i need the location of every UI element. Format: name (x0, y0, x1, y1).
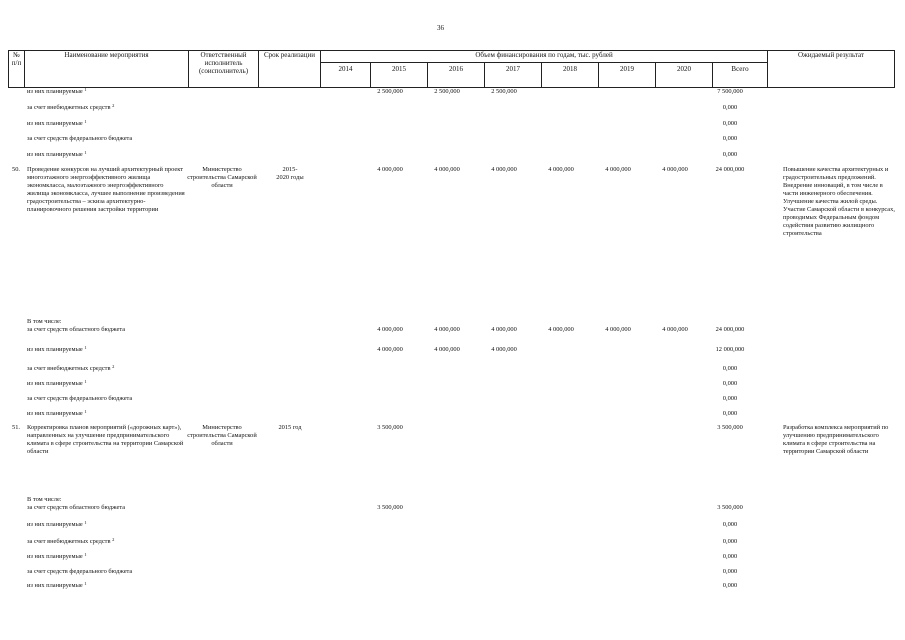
header-term: Срок реализации (259, 51, 321, 88)
row-label: из них планируемые $^1$ (27, 520, 87, 528)
header-year: 2020 (656, 63, 713, 88)
row-label: за счет внебюджетных средств $^2$ (27, 103, 115, 111)
item-term: 2015- 2020 годы (276, 166, 304, 181)
total-value: 3 500,000 (717, 504, 743, 511)
header-name: Наименование мероприятия (25, 51, 189, 88)
row-label: за счет средств областного бюджета (27, 504, 126, 511)
row-label: за счет средств областного бюджета (27, 326, 126, 333)
year-value: 4 000,000 (434, 346, 460, 353)
year-value: 4 000,000 (662, 166, 688, 173)
footnote-mark: 1 (84, 150, 87, 155)
row-label: за счет средств федерального бюджета (27, 568, 133, 575)
total-value: 7 500,000 (717, 88, 743, 95)
year-value: 4 000,000 (548, 166, 574, 173)
year-value: 3 500,000 (377, 424, 403, 431)
year-value: 4 000,000 (491, 166, 517, 173)
total-value: 0,000 (722, 410, 738, 417)
item-number: 50. (12, 166, 20, 173)
header-year: 2016 (428, 63, 485, 88)
footnote-mark: 1 (84, 119, 87, 124)
total-value: 0,000 (722, 582, 738, 589)
row-label: за счет внебюджетных средств $^2$ (27, 537, 115, 545)
item-result: Разработка комплекса мероприятий по улучшению предпринимательского климата в сфере строительства на территории Самарской области (783, 424, 889, 455)
total-value: 0,000 (722, 395, 738, 402)
footnote-mark: 2 (112, 364, 115, 369)
year-value: 4 000,000 (548, 326, 574, 333)
row-label: из них планируемые $^1$ (27, 552, 87, 560)
year-value: 4 000,000 (434, 326, 460, 333)
item-name: Проведение конкурсов на лучший архитектурный проект многоэтажного энергоэффективного жилища экономкласса, малоэтажного энергоэффективного жилища экономкласса, лучшее выполнение произведения градостроительства – эскиза архитектурно-планировочного решения застройки территории (27, 166, 185, 213)
year-value: 2 500,000 (434, 88, 460, 95)
footnote-mark: 1 (84, 552, 87, 557)
year-value: 4 000,000 (434, 166, 460, 173)
footnote-mark: 2 (112, 103, 115, 108)
year-value: 4 000,000 (491, 326, 517, 333)
total-value: 0,000 (722, 151, 738, 158)
row-label: из них планируемые $^1$ (27, 345, 87, 353)
header-year: 2017 (485, 63, 542, 88)
total-value: 0,000 (722, 365, 738, 372)
footnote-mark: 1 (84, 345, 87, 350)
header-year: 2014 (321, 63, 371, 88)
total-value: 24 000,000 (715, 166, 745, 173)
year-value: 4 000,000 (377, 166, 403, 173)
year-value: 4 000,000 (377, 346, 403, 353)
row-label: из них планируемые $^1$ (27, 581, 87, 589)
total-value: 0,000 (722, 380, 738, 387)
total-value: 0,000 (722, 104, 738, 111)
footnote-mark: 1 (84, 581, 87, 586)
in-that-number-label: В том числе: (27, 318, 62, 325)
item-number: 51. (12, 424, 20, 431)
header-year: 2018 (542, 63, 599, 88)
year-value: 2 500,000 (377, 88, 403, 95)
item-term: 2015 год (278, 424, 302, 431)
in-that-number-label: В том числе: (27, 496, 62, 503)
year-value: 2 500,000 (491, 88, 517, 95)
footnote-mark: 1 (84, 379, 87, 384)
header-table (8, 50, 895, 88)
total-value: 12 000,000 (715, 346, 745, 353)
year-value: 4 000,000 (377, 326, 403, 333)
header-total: Всего (713, 63, 768, 88)
item-name: Корректировка планов мероприятий («дорожных карт»), направленных на улучшение предпринимательского климата в сфере строительства на территории Самарской области (27, 424, 184, 455)
total-value: 3 500,000 (717, 424, 743, 431)
footnote-mark: 1 (84, 87, 87, 92)
year-value: 4 000,000 (662, 326, 688, 333)
total-value: 0,000 (722, 521, 738, 528)
row-label: из них планируемые $^1$ (27, 379, 87, 387)
header-result: Ожидаемый результат (768, 51, 895, 88)
item-result: Повышение качества архитектурных и градостроительных предложений. Внедрение инноваций, в том числе в части инженерного обеспечения. Улучшение качества жилой среды. Участие Самарской области в конкурсах, проводимых Федеральным фондом содействия развитию жилищного строительства (783, 166, 895, 237)
footnote-mark: 2 (112, 537, 115, 542)
header-funding: Объем финансирования по годам, тыс. рублей (321, 51, 768, 63)
row-label: за счет средств федерального бюджета (27, 395, 133, 402)
row-label: из них планируемые $^1$ (27, 150, 87, 158)
year-value: 3 500,000 (377, 504, 403, 511)
total-value: 0,000 (722, 538, 738, 545)
header-responsible: Ответственный исполнитель (соисполнитель) (189, 51, 259, 88)
total-value: 0,000 (722, 120, 738, 127)
total-value: 0,000 (722, 135, 738, 142)
total-value: 0,000 (722, 553, 738, 560)
header-year: 2019 (599, 63, 656, 88)
row-label: за счет внебюджетных средств $^2$ (27, 364, 115, 372)
year-value: 4 000,000 (605, 326, 631, 333)
header-year: 2015 (371, 63, 428, 88)
row-label: за счет средств федерального бюджета (27, 135, 133, 142)
year-value: 4 000,000 (491, 346, 517, 353)
year-value: 4 000,000 (605, 166, 631, 173)
item-responsible: Министерство строительства Самарской области (187, 424, 257, 447)
header-no: № п/п (9, 51, 25, 88)
item-responsible: Министерство строительства Самарской области (187, 166, 257, 189)
row-label: из них планируемые $^1$ (27, 87, 87, 95)
footnote-mark: 1 (84, 409, 87, 414)
row-label: из них планируемые $^1$ (27, 409, 87, 417)
page-number: 36 (437, 24, 444, 32)
total-value: 0,000 (722, 568, 738, 575)
total-value: 24 000,000 (715, 326, 745, 333)
footnote-mark: 1 (84, 520, 87, 525)
row-label: из них планируемые $^1$ (27, 119, 87, 127)
